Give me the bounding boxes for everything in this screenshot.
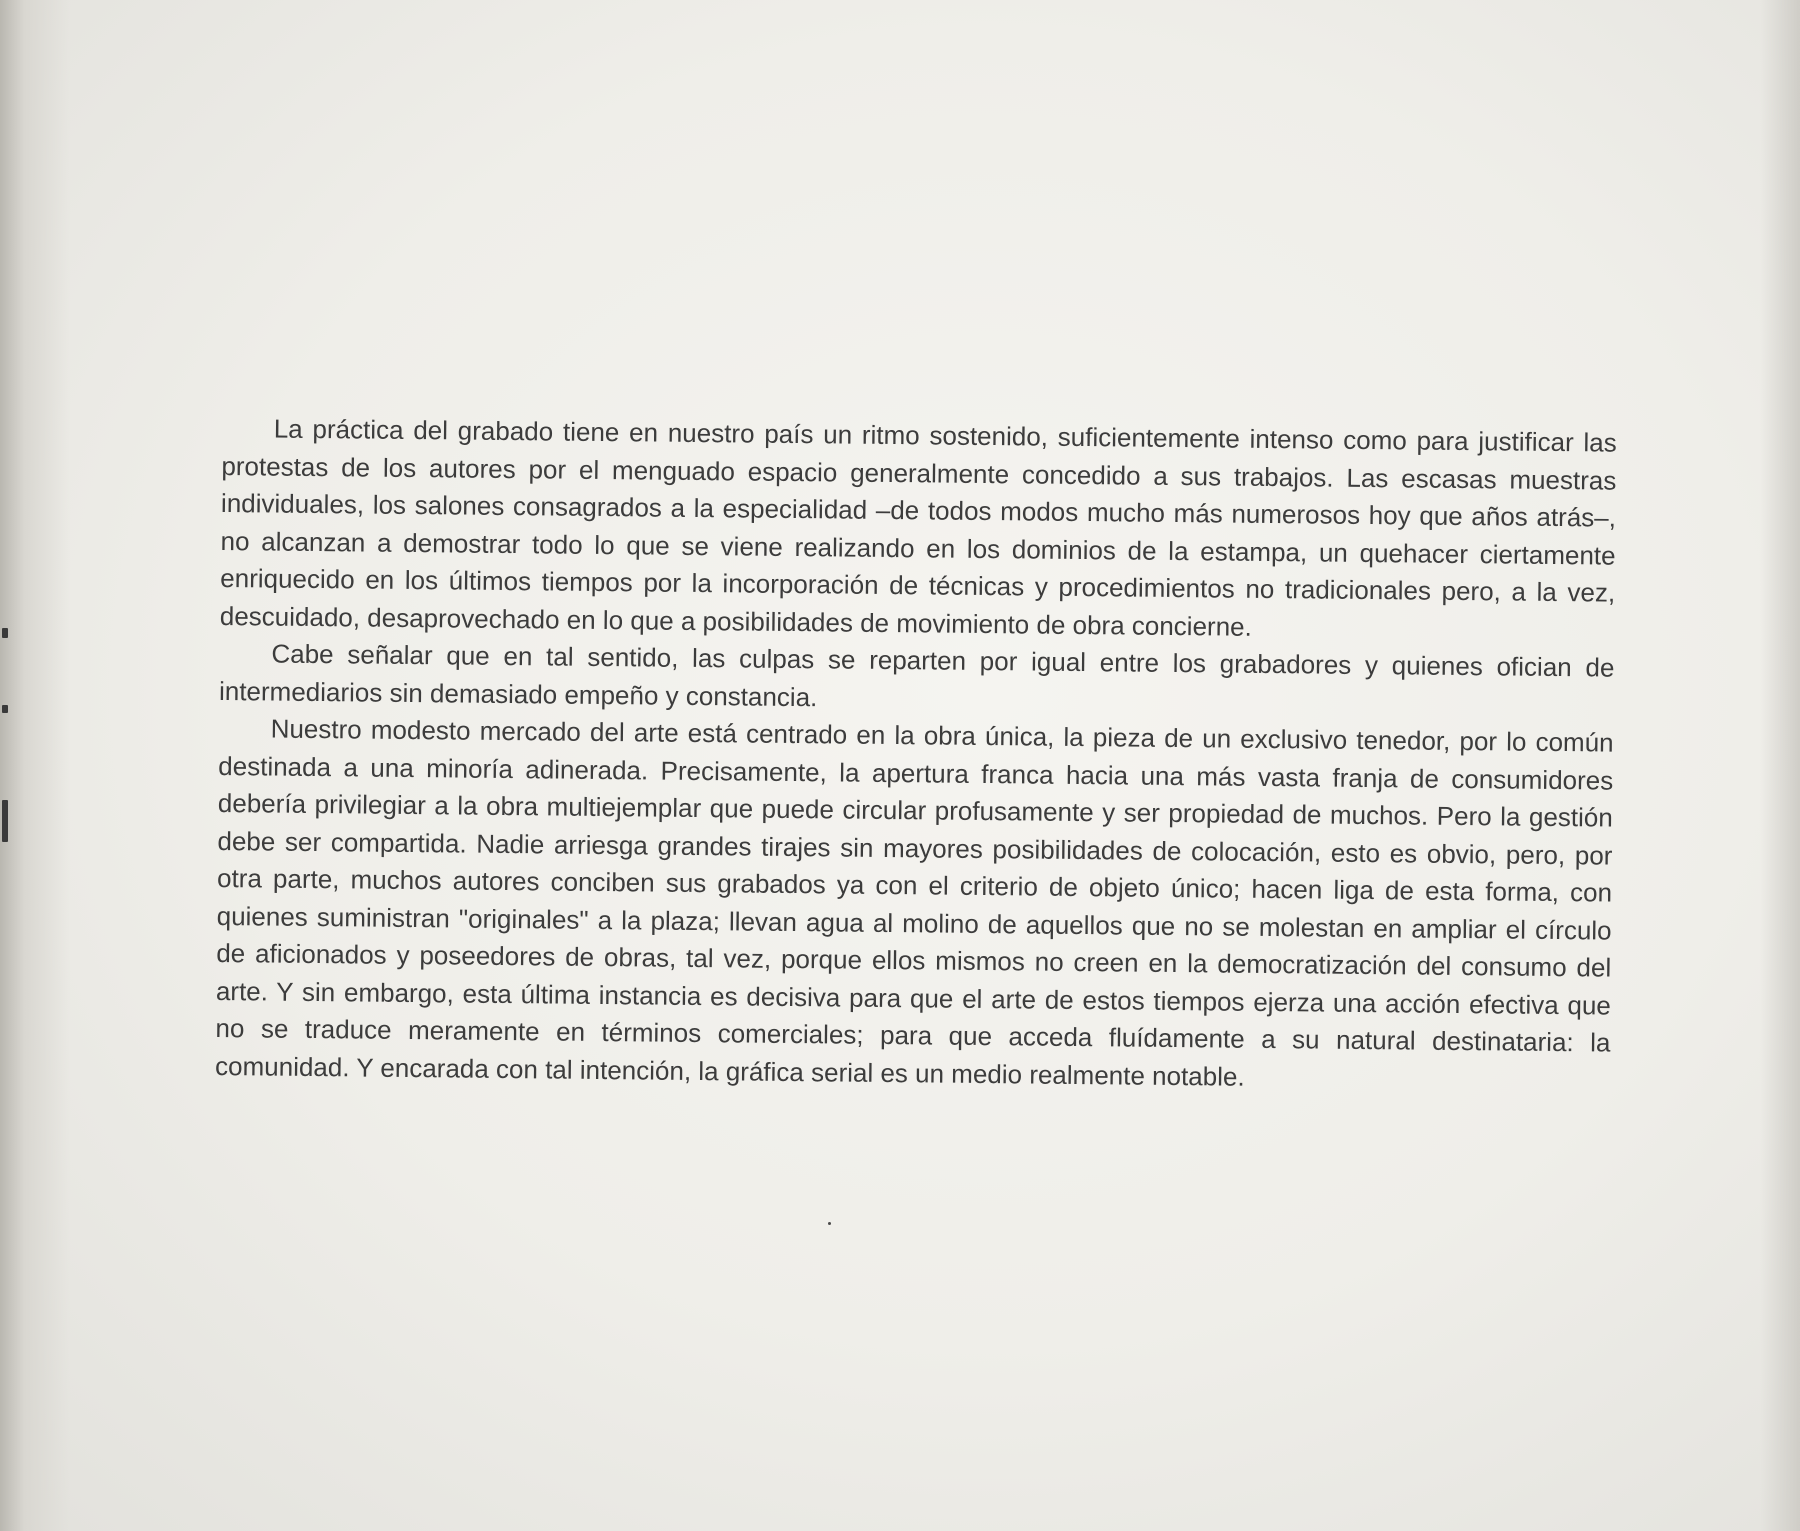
paragraph: Nuestro modesto mercado del arte está centrado en la obra única, la pieza de un exclusivo tenedor, por lo común destinada a una minoría adinerada. Precisamente, la apertura franca hacia una más vasta franja de consumidores debería privilegiar a la obra multiejemplar que puede circular profusamente y ser propiedad de muchos. Pero la gestión debe ser compartida. Nadie arriesga grandes tirajes sin mayores posibilidades de colocación, esto es obvio, pero, por otra parte, muchos autores conciben sus grabados ya con el criterio de objeto único; hacen liga de esta forma, con quienes suministran "originales" a la plaza; llevan agua al molino de aquellos que no se molestan en ampliar el círculo de aficionados y poseedores de obras, tal vez, porque ellos mismos no creen en la democratización del consumo del arte. Y sin embargo, esta última instancia es decisiva para que el arte de estos tiempos ejerza una acción efectiva que no se traduce meramente en términos comerciales; para que acceda fluídamente a su natural destinataria: la comunidad. Y encarada con tal intención, la gráfica serial es un medio realmente notable. (214, 713, 1614, 1092)
binding-mark (2, 628, 8, 638)
paragraph: La práctica del grabado tiene en nuestro país un ritmo sostenido, suficientemente intenso como para justificar las protestas de los autores por el menguado espacio generalmente concedido a sus trabajos. Las escasas muestras individuales, los salones consagrados a la especialidad –de todos modos mucho más numerosos hoy que años atrás–, no alcanzan a demostrar todo lo que se viene realizando en los dominios de la estampa, un quehacer ciertamente enriquecido en los últimos tiempos por la incorporación de técnicas y procedimientos no tradicionales pero, a la vez, descuidado, desaprovechado en lo que a posibilidades de movimiento de obra concierne. (219, 413, 1617, 642)
paragraph: Cabe señalar que en tal sentido, las culpas se reparten por igual entre los grabadores y quienes ofician de intermediarios sin demasiado empeño y constancia. (218, 638, 1615, 712)
body-text (215, 410, 1617, 1100)
binding-mark (2, 705, 8, 713)
binding-mark (2, 800, 8, 842)
binding-shadow (0, 0, 70, 1531)
ink-speck (828, 1222, 831, 1225)
page-edge-shadow (1760, 0, 1800, 1531)
